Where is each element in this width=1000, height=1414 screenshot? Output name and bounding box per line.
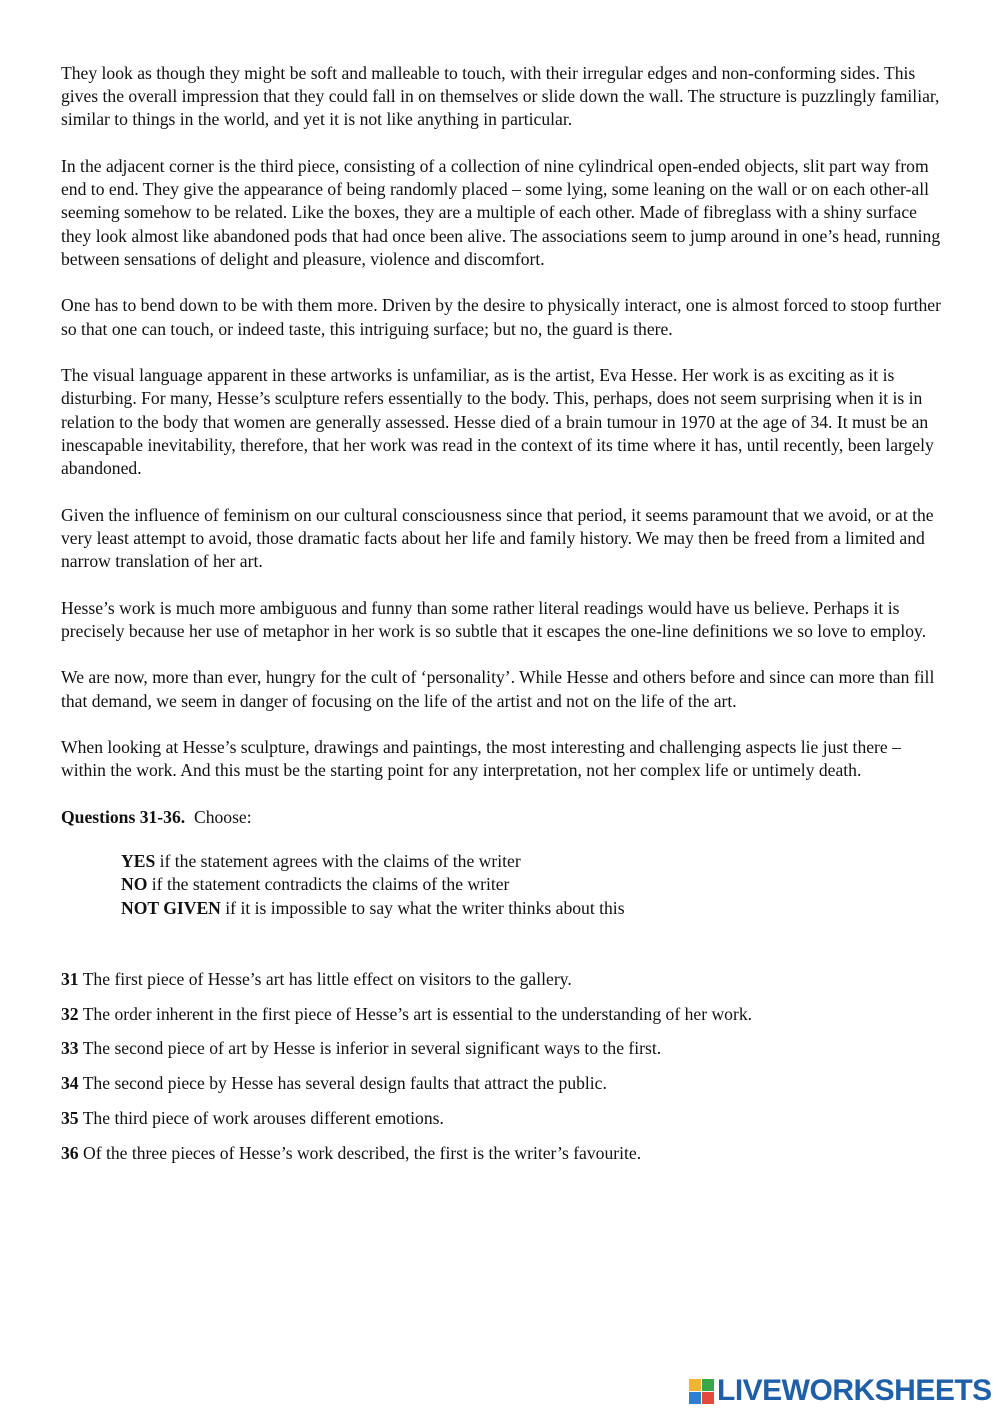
question-text: Of the three pieces of Hesse’s work described, the first is the writer’s favourite.	[83, 1142, 642, 1163]
logo-square	[689, 1379, 701, 1391]
passage-paragraph-3: One has to bend down to be with them more. Driven by the desire to physically interact, one is almost forced to stoop further so that one can touch, or indeed taste, this intriguing surface; but no, the guard is there.	[61, 295, 941, 339]
question-number: 31	[61, 968, 79, 989]
question-33	[61, 1037, 945, 1060]
question-text: The second piece of art by Hesse is inferior in several significant ways to the first.	[82, 1038, 662, 1059]
questions-heading	[61, 806, 945, 829]
passage-paragraph-5: Given the influence of feminism on our cultural consciousness since that period, it seems paramount that we avoid, or at the very least attempt to avoid, those dramatic facts about her life and family history. We may then be freed from a limited and narrow translation of her art.	[61, 504, 934, 572]
logo-square	[702, 1392, 714, 1404]
question-number: 34	[61, 1073, 79, 1094]
option-not-given	[121, 897, 945, 920]
question-text: The order inherent in the first piece of Hesse’s art is essential to the understanding of her work.	[82, 1003, 753, 1024]
question-number: 32	[61, 1003, 79, 1024]
option-text: if the statement agrees with the claims of the writer	[159, 851, 521, 872]
worksheet-page	[61, 62, 945, 1177]
option-no	[121, 873, 945, 896]
option-yes	[121, 850, 945, 873]
passage-paragraph-4: The visual language apparent in these artworks is unfamiliar, as is the artist, Eva Hesse. Her work is as exciting as it is disturbing. For many, Hesse’s sculpture refers essentially to the body. This, perhaps, does not seem surprising when it is in relation to the body that women are generally assessed. Hesse died of a brain tumour in 1970 at the age of 34. It must be an inescapable inevitability, therefore, that her work was read in the context of its time where it has, until recently, been largely abandoned.	[61, 365, 934, 479]
logo-square	[702, 1379, 714, 1391]
question-text: The first piece of Hesse’s art has little effect on visitors to the gallery.	[82, 968, 572, 989]
question-35	[61, 1107, 945, 1130]
option-text: if the statement contradicts the claims of the writer	[151, 874, 510, 895]
logo-square	[689, 1392, 701, 1404]
passage-paragraph-8: When looking at Hesse’s sculpture, drawings and paintings, the most interesting and challenging aspects lie just there – within the work. And this must be the starting point for any interpretation, not her complex life or untimely death.	[61, 737, 901, 781]
question-number: 35	[61, 1108, 79, 1128]
passage-paragraph-2: In the adjacent corner is the third piece, consisting of a collection of nine cylindrical open-ended objects, slit part way from end to end. They give the appearance of being randomly placed – some lying, some leaning on the wall or on each other-all seeming somehow to be related. Like the boxes, they are a multiple of each other. Made of fibreglass with a shiny surface they look almost like abandoned pods that had once been alive. The associations seem to jump around in one’s head, running between sensations of delight and pleasure, violence and discomfort.	[61, 156, 941, 269]
passage-paragraph-7: We are now, more than ever, hungry for the cult of ‘personality’. While Hesse and others before and since can more than fill that demand, we seem in danger of focusing on the life of the artist and not on the life of the art.	[61, 667, 935, 711]
questions-heading-instruction: Choose:	[193, 807, 252, 827]
answer-options	[121, 850, 945, 920]
liveworksheets-brand	[689, 1375, 992, 1407]
liveworksheets-wordmark: LIVEWORKSHEETS	[717, 1374, 992, 1407]
passage-paragraph-6: Hesse’s work is much more ambiguous and funny than some rather literal readings would have us believe. Perhaps it is precisely because her use of metaphor in her work is so subtle that it escapes the one-line definitions we so love to employ.	[61, 597, 927, 641]
question-list	[61, 968, 945, 1165]
question-number: 33	[61, 1038, 79, 1059]
questions-heading-range: Questions 31-36.	[61, 807, 186, 827]
question-32	[61, 1003, 945, 1026]
option-key: NO	[121, 874, 148, 895]
question-number: 36	[61, 1142, 79, 1163]
option-key: NOT GIVEN	[121, 897, 221, 918]
option-key: YES	[121, 851, 156, 872]
liveworksheets-logo-icon	[689, 1379, 714, 1404]
option-text: if it is impossible to say what the writer thinks about this	[225, 897, 625, 918]
question-31	[61, 968, 945, 991]
question-36	[61, 1142, 945, 1165]
question-text: The second piece by Hesse has several design faults that attract the public.	[82, 1073, 607, 1094]
question-34	[61, 1072, 945, 1095]
passage-paragraph-1: They look as though they might be soft and malleable to touch, with their irregular edges and non-conforming sides. This gives the overall impression that they could fall in on themselves or slide down the wall. The structure is puzzlingly familiar, similar to things in the world, and yet it is not like anything in particular.	[61, 63, 940, 130]
question-text: The third piece of work arouses different emotions.	[82, 1108, 444, 1128]
